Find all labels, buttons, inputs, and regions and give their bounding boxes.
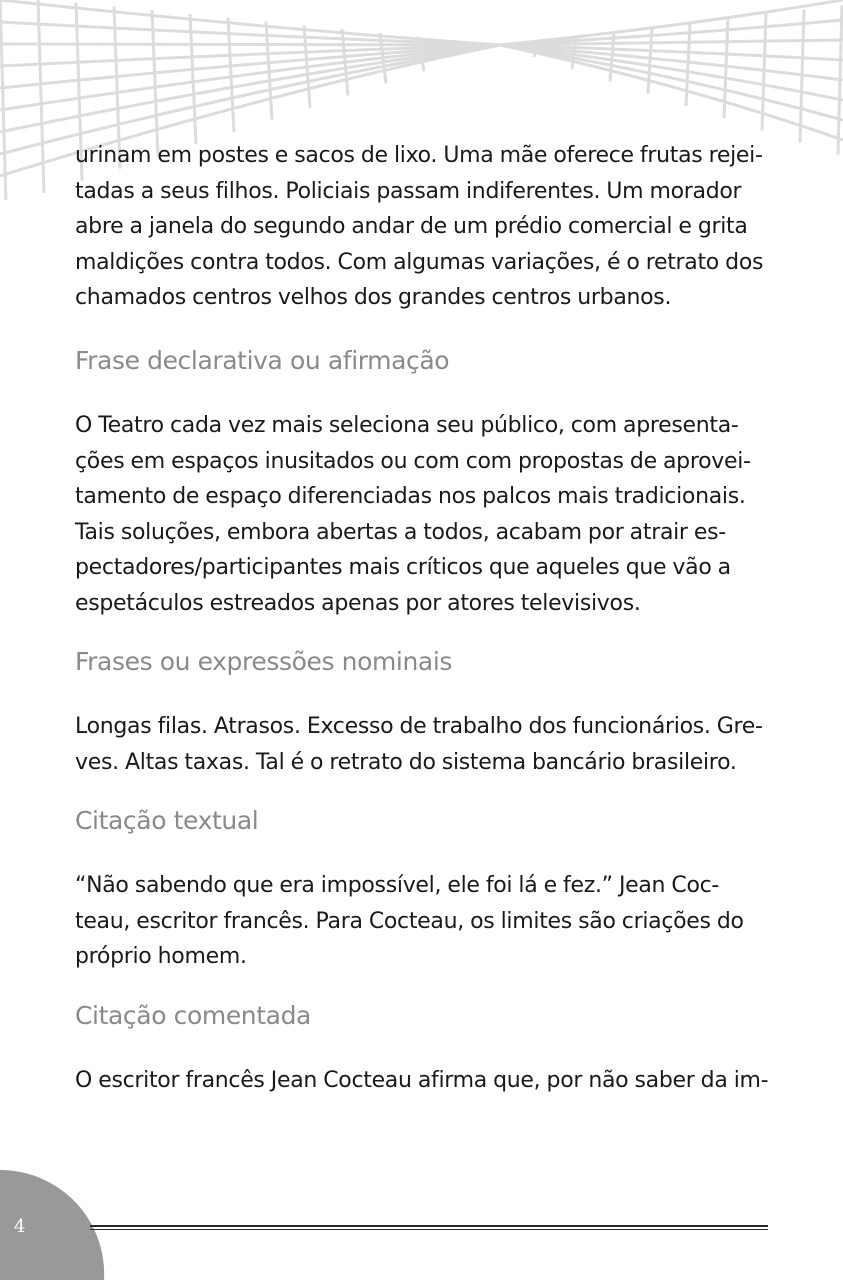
- paragraph-commented-quote: [75, 1063, 770, 1099]
- text-line: Tais soluções, embora abertas a todos, acabam por atrair es-: [75, 519, 726, 545]
- footer-rule: [90, 1225, 768, 1227]
- grid-line: [0, 45, 500, 88]
- text-line: O escritor francês Jean Cocteau afirma que, por não saber da im-: [75, 1067, 769, 1093]
- text-line: próprio homem.: [75, 944, 247, 969]
- paragraph-quote: [75, 868, 770, 975]
- text-line: “Não sabendo que era impossível, ele foi lá e fez.” Jean Coc-: [75, 873, 720, 898]
- text-line: O Teatro cada vez mais seleciona seu público, com apresenta-: [75, 413, 739, 438]
- text-line: tadas a seus filhos. Policiais passam indiferentes. Um morador: [75, 178, 742, 204]
- page-number: 4: [14, 1216, 26, 1237]
- text-line: chamados centros velhos dos grandes centros urbanos.: [75, 285, 672, 310]
- text-line: Longas filas. Atrasos. Excesso de trabalho dos funcionários. Gre-: [75, 714, 763, 739]
- grid-line: [0, 44, 500, 45]
- section-heading: Frase declarativa ou afirmação: [75, 346, 450, 375]
- text-line: ções em espaços inusitados ou com com propostas de aprovei-: [75, 448, 751, 474]
- grid-line: [648, 27, 652, 93]
- text-line: maldições contra todos. Com algumas variações, é o retrato dos: [75, 249, 764, 275]
- text-line: espetáculos estreados apenas por atores televisivos.: [75, 590, 641, 616]
- text-line: ves. Altas taxas. Tal é o retrato do sistema bancário brasileiro.: [75, 749, 737, 775]
- text-line: abre a janela do segundo andar de um prédio comercial e grita: [75, 214, 748, 239]
- text-line: teau, escritor francês. Para Cocteau, os limites são criações do: [75, 908, 744, 934]
- grid-line: [686, 23, 690, 106]
- grid-line: [0, 0, 6, 200]
- paragraph-banks: [75, 709, 770, 780]
- text-line: tamento de espaço diferenciadas nos palcos mais tradicionais.: [75, 484, 746, 509]
- footer-rule-thin: [90, 1229, 768, 1230]
- paragraph-theatre: [75, 408, 770, 621]
- text-line: pectadores/participantes mais críticos que aqueles que vão a: [75, 555, 731, 580]
- grid-line: [152, 10, 158, 156]
- paragraph-street-scene: [75, 138, 770, 320]
- grid-line: [500, 0, 843, 45]
- page-body: [75, 138, 770, 1098]
- text-line: urinam em postes e sacos de lixo. Uma mãe oferece frutas rejei-: [75, 143, 763, 168]
- section-heading: Frases ou expressões nominais: [75, 647, 453, 676]
- section-heading: Citação comentada: [75, 1000, 311, 1030]
- section-heading: Citação textual: [75, 806, 259, 835]
- grid-line: [838, 5, 842, 155]
- grid-line: [800, 10, 804, 143]
